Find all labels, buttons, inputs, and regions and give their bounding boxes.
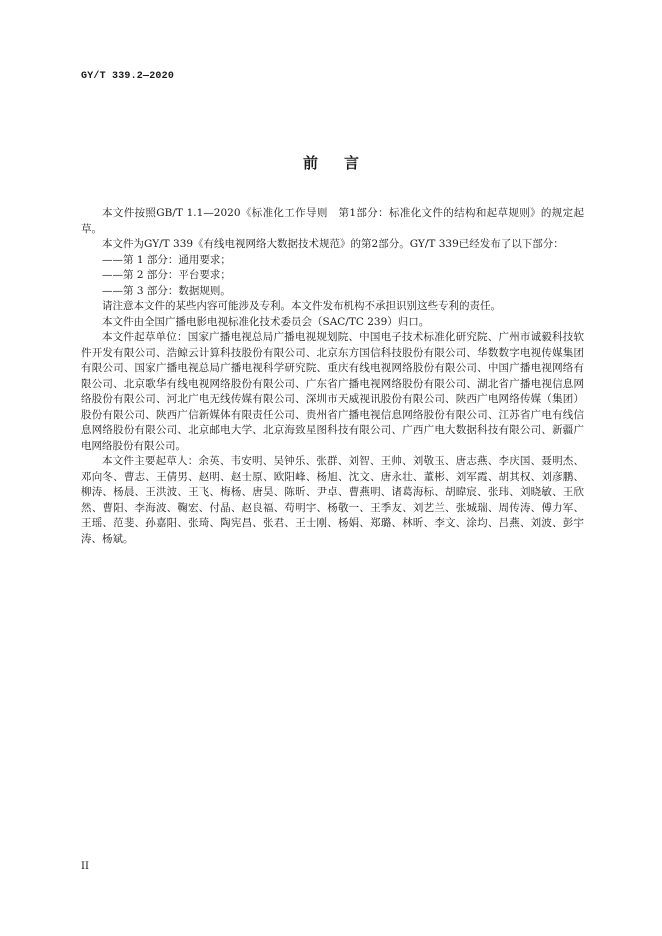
paragraph-drafting-rules: 本文件按照GB/T 1.1—2020《标准化工作导则 第1部分：标准化文件的结构和起草规则》的规定起草。 [81,207,584,235]
paragraph-drafting-units: 本文件起草单位：国家广播电视总局广播电视规划院、中国电子技术标准化研究院、广州市诚毅科技软件开发有限公司、浩鲸云计算科技股份有限公司、北京东方国信科技股份有限公司、华数数字电视传媒集团有限公司、国家广播电视总局广播电视科学研究院、重庆有线电视网络股份有限公司、中国广播电视网络有限公司、北京歌华有线电视网络股份有限公司、广东省广播电视网络股份有限公司、湖北省广播电视信息网络股份有限公司、河北广电无线传媒有限公司、深圳市天威视讯股份有限公司、陕西广电网络传媒（集团）股份有限公司、陕西广信新媒体有限责任公司、贵州省广播电视信息网络股份有限公司、江苏省广电有线信息网络股份有限公司、北京邮电大学、北京海致星图科技有限公司、广西广电大数据科技有限公司、新疆广电网络股份有限公司。 [81,331,584,452]
list-item-part-3: ——第 3 部分：数据规则。 [102,284,231,297]
list-item-part-1: ——第 1 部分：通用要求； [102,253,231,266]
paragraph-patent-notice: 请注意本文件的某些内容可能涉及专利。本文件发布机构不承担识别这些专利的责任。 [102,300,501,312]
page-title: 前言 [302,154,385,172]
foreword-body [81,206,584,547]
page-number: II [81,861,89,872]
paragraph-committee: 本文件由全国广播电影电视标准化技术委员会（SAC/TC 239）归口。 [102,315,430,328]
list-item-part-2: ——第 2 部分：平台要求； [102,269,231,281]
standard-code: GY/T 339.2—2020 [81,71,175,82]
paragraph-drafters: 本文件主要起草人：余英、韦安明、吴钟乐、张群、刘智、王帅、刘敬玉、唐志燕、李庆国、聂明杰、邓向冬、曹志、王倩男、赵明、赵士原、欧阳峰、杨旭、沈文、唐永壮、董彬、刘军霞、胡其权、刘彦鹏、柳涛、杨晨、王洪波、王飞、梅杨、唐昊、陈昕、尹卓、曹燕明、诸葛海标、胡暐宸、张玮、刘晓敏、王欣然、曹阳、李海波、鞠宏、付晶、赵良福、苟明宇、杨敬一、王季友、刘艺兰、张城瑞、周传涛、傅力军、王瑶、范斐、孙嘉阳、张琦、陶宪昌、张君、王士刚、杨娟、郑璐、林昕、李文、涂均、吕燕、刘波、彭宇涛、杨斌。 [81,455,584,545]
paragraph-series-intro: 本文件为GY/T 339《有线电视网络大数据技术规范》的第2部分。GY/T 339已经发布了以下部分： [102,238,564,250]
